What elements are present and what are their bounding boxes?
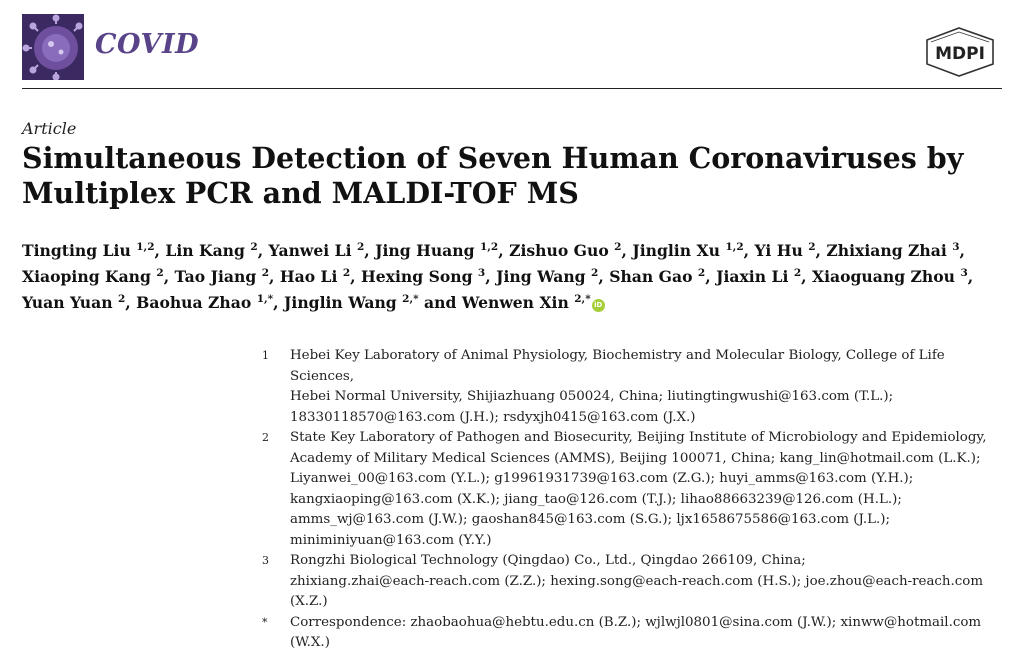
author-affiliation-marker: 2 xyxy=(342,267,351,279)
author-name: Jiaxin Li xyxy=(716,267,789,286)
orcid-icon[interactable]: iD xyxy=(592,299,605,312)
author-affiliation-marker: 2 xyxy=(356,241,365,253)
author-name: Yanwei Li xyxy=(268,241,352,260)
author-affiliation-marker: 2 xyxy=(261,267,269,279)
author-name: Jing Huang xyxy=(375,241,475,260)
affiliation-line: 18330118570@163.com (J.H.); rsdyxjh0415@163.com (J.X.) xyxy=(290,409,696,425)
affiliation-number: 3 xyxy=(262,554,269,567)
author-name: Zishuo Guo xyxy=(509,241,609,260)
header-divider xyxy=(22,88,1002,89)
author-affiliation-marker: 3 xyxy=(477,267,486,279)
affiliation-line: Rongzhi Biological Technology (Qingdao) Co., Ltd., Qingdao 266109, China; xyxy=(290,553,806,568)
affiliation-item xyxy=(262,346,1002,428)
affiliation-item xyxy=(262,551,1002,613)
author-name: Jinglin Xu xyxy=(632,241,720,260)
author-name: Yuan Yuan xyxy=(22,293,113,312)
affiliation-line: Correspondence: zhaobaohua@hebtu.edu.cn (B.Z.); wjlwjl0801@sina.com (J.W.); xinww@hotmail.com (W.X.) xyxy=(290,614,982,650)
author-affiliation-marker: 1,* xyxy=(256,293,274,305)
author-affiliation-marker: 1,2 xyxy=(479,241,499,253)
affiliation-line: zhixiang.zhai@each-reach.com (Z.Z.); hexing.song@each-reach.com (H.S.); joe.zhou@each-reach.com (X.Z.) xyxy=(290,573,984,609)
author-affiliation-marker: 2 xyxy=(808,241,816,253)
affiliation-line: amms_wj@163.com (J.W.); gaoshan845@163.com (S.G.); ljx1658675586@163.com (J.L.); xyxy=(290,512,890,527)
author-list: Tingting Liu $^{1,2}$, Lin Kang $^2$, Yanwei Li $^2$, Jing Huang $^{1,2}$, Zishuo Guo $^2$, Jinglin Xu $^{1,2}$, Yi Hu $^2$, Zhixiang Zhai $^3$, Xiaoping Kang $^2$, Tao Jiang $^2$, Hao Li $^2$, Hexing Song $^3$, Jing Wang $^2$, Shan Gao $^2$, Jiaxin Li $^2$, Xiaoguang Zhou $^3$, Yuan Yuan $^2$, Baohua Zhao $^{1,*}$, Jinglin Wang $^{2,*}$ and Wenwen Xin $^{2,*}$ iD xyxy=(22,241,974,312)
affiliation-line: kangxiaoping@163.com (X.K.); jiang_tao@126.com (T.J.); lihao88663239@126.com (H.L.); xyxy=(290,491,902,507)
journal-logo xyxy=(22,14,84,80)
author-affiliation-marker: 2 xyxy=(156,267,164,279)
author-affiliation-marker: 2 xyxy=(614,241,622,253)
affiliation-item xyxy=(262,428,1002,551)
author-affiliation-marker: 2 xyxy=(697,267,706,279)
author-name: Jinglin Wang xyxy=(284,293,397,312)
author-affiliation-marker: 2,* xyxy=(574,293,591,305)
author-name: Tingting Liu xyxy=(22,241,131,260)
author-name: Jing Wang xyxy=(496,267,586,286)
author-name: Hexing Song xyxy=(361,267,473,286)
author-name: Tao Jiang xyxy=(174,267,257,286)
authors-and: and xyxy=(424,293,457,312)
affiliation-line: Hebei Key Laboratory of Animal Physiology, Biochemistry and Molecular Biology, College of Life Sciences, xyxy=(290,348,945,384)
article-title: Simultaneous Detection of Seven Human Coronaviruses by Multiplex PCR and MALDI-TOF MS xyxy=(22,141,964,210)
author-affiliation-marker: 1,2 xyxy=(725,241,744,253)
affiliation-number: 1 xyxy=(262,349,269,362)
author-name: Lin Kang xyxy=(165,241,245,260)
author-affiliation-marker: 3 xyxy=(952,241,960,253)
affiliation-number: * xyxy=(262,615,268,629)
affiliations xyxy=(262,346,1002,654)
publisher-name: MDPI xyxy=(935,44,985,64)
affiliation-line: Academy of Military Medical Sciences (AMMS), Beijing 100071, China; kang_lin@hotmail.com (L.K.); xyxy=(290,450,981,466)
author-name: Wenwen Xin xyxy=(461,293,569,312)
author-affiliation-marker: 1,2 xyxy=(136,241,155,253)
author-affiliation-marker: 2 xyxy=(591,267,599,279)
author-name: Xiaoguang Zhou xyxy=(811,267,955,286)
author-affiliation-marker: 2 xyxy=(793,267,802,279)
affiliation-line: Hebei Normal University, Shijiazhuang 050024, China; liutingtingwushi@163.com (T.L.); xyxy=(290,389,894,404)
journal-header xyxy=(0,0,1024,92)
author-affiliation-marker: 2,* xyxy=(402,293,419,305)
article-type: Article xyxy=(22,119,77,138)
author-name: Hao Li xyxy=(279,267,338,286)
author-name: Baohua Zhao xyxy=(136,293,252,312)
affiliation-line: miniminiyuan@163.com (Y.Y.) xyxy=(290,532,492,548)
affiliation-line: State Key Laboratory of Pathogen and Biosecurity, Beijing Institute of Microbiology and Epidemiology, xyxy=(290,430,987,445)
author-name: Yi Hu xyxy=(754,241,803,260)
author-affiliation-marker: 2 xyxy=(250,241,258,253)
author-name: Shan Gao xyxy=(609,267,693,286)
affiliation-line: Liyanwei_00@163.com (Y.L.); g19961931739@163.com (Z.G.); huyi_amms@163.com (Y.H.); xyxy=(290,471,914,486)
affiliation-number: 2 xyxy=(262,431,269,444)
author-affiliation-marker: 3 xyxy=(960,267,968,279)
author-name: Zhixiang Zhai xyxy=(826,241,947,260)
affiliation-item xyxy=(262,613,1002,654)
author-affiliation-marker: 2 xyxy=(117,293,126,305)
publisher-logo xyxy=(919,26,1001,78)
journal-name: COVID xyxy=(95,29,200,60)
author-name: Xiaoping Kang xyxy=(22,267,151,286)
